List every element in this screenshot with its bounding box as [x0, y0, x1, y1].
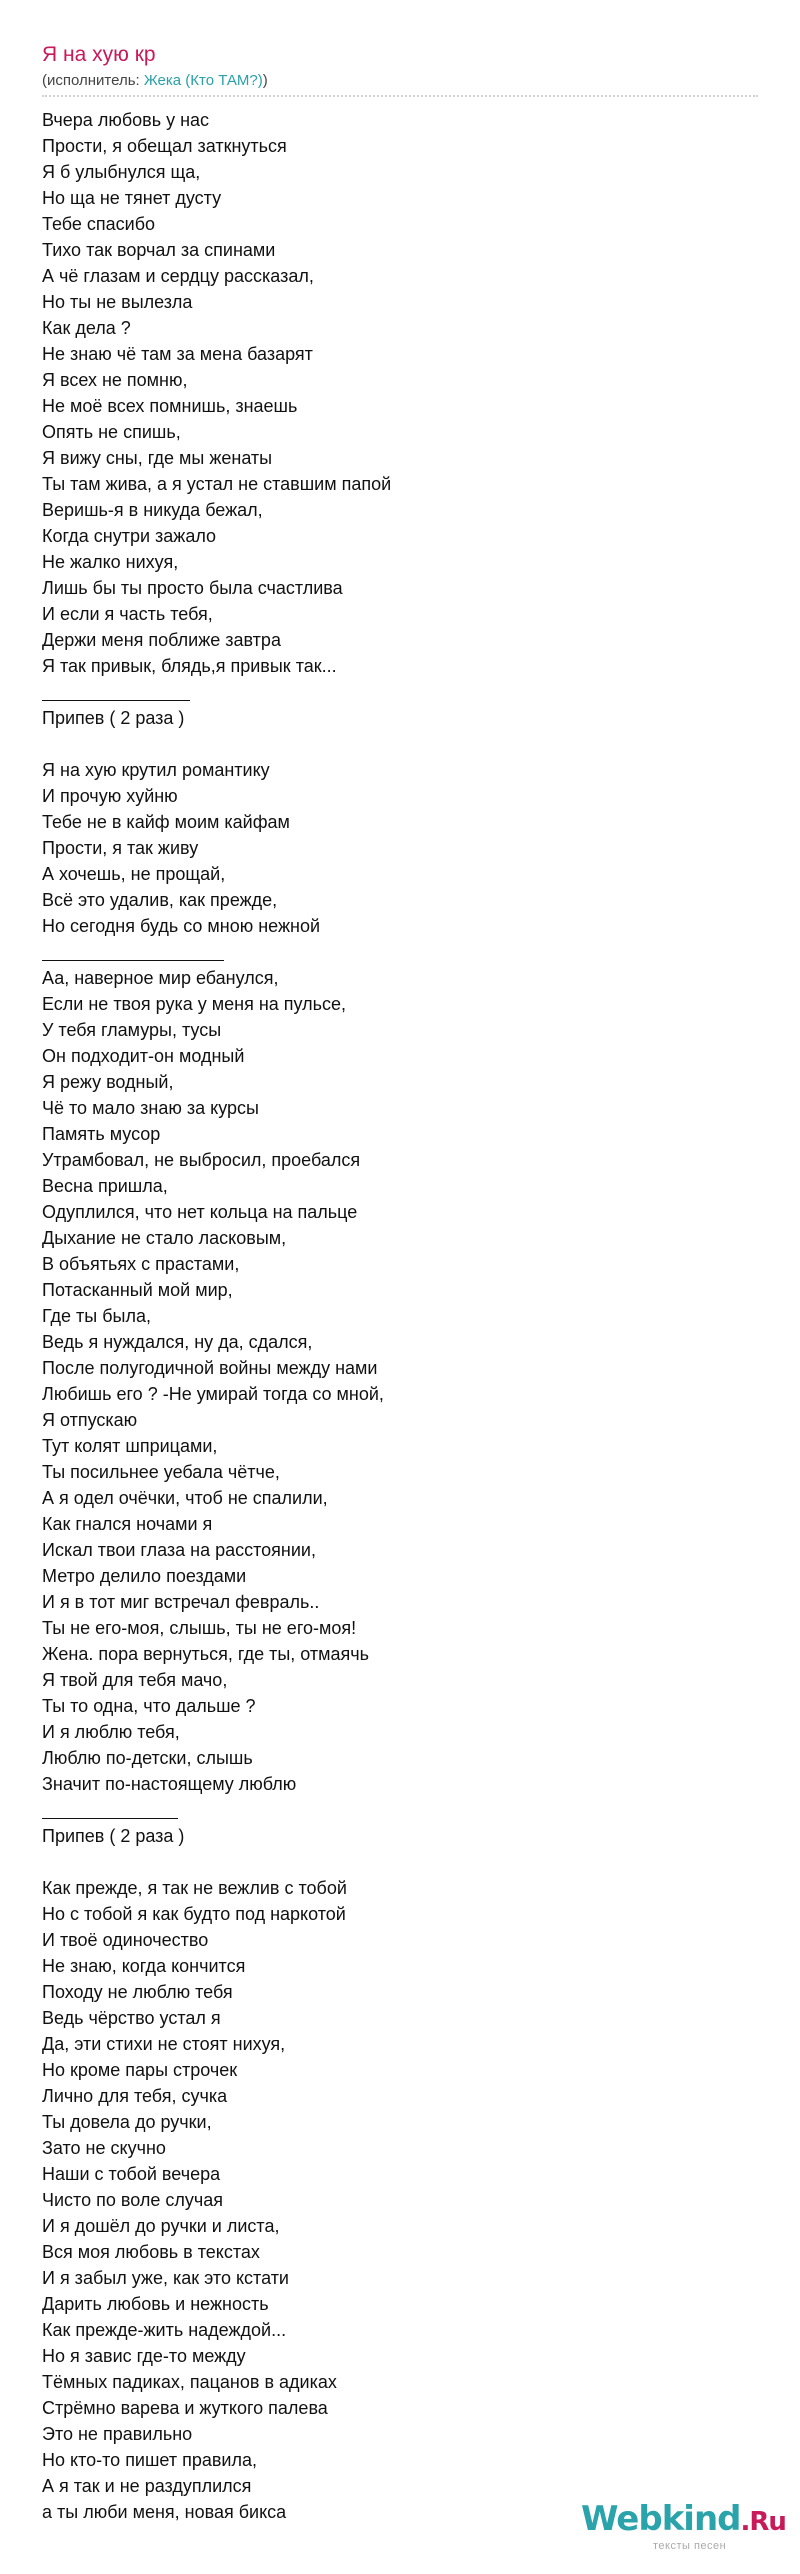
- blank-line: [42, 731, 742, 757]
- lyric-line: Дыхание не стало ласковым,: [42, 1228, 287, 1248]
- webkind-logo[interactable]: [581, 2499, 786, 2559]
- lyric-line: Тебе спасибо: [42, 214, 156, 234]
- lyric-line: Ты там жива, а я устал не ставшим папой: [42, 474, 392, 494]
- lyric-line: Но сегодня будь со мною нежной: [42, 916, 321, 936]
- lyric-line: Потасканный мой мир,: [42, 1280, 233, 1300]
- lyric-line: Веришь-я в никуда бежал,: [42, 500, 263, 520]
- lyric-line: Но ща не тянет дусту: [42, 188, 222, 208]
- artist-prefix: (исполнитель:: [42, 72, 144, 89]
- section-separator: [42, 679, 742, 705]
- lyric-line: И я люблю тебя,: [42, 1722, 180, 1742]
- lyric-line: Любишь его ? -Не умирай тогда со мной,: [42, 1384, 384, 1404]
- chorus-marker: Припев ( 2 раза ): [42, 708, 185, 728]
- lyric-line: Я всех не помню,: [42, 370, 188, 390]
- lyric-line: Чё то мало знаю за курсы: [42, 1098, 259, 1118]
- lyric-line: Вся моя любовь в текстах: [42, 2242, 260, 2262]
- lyric-line: Да, эти стихи не стоят нихуя,: [42, 2034, 286, 2054]
- lyric-line: Всё это удалив, как прежде,: [42, 890, 278, 910]
- lyric-line: А хочешь, не прощай,: [42, 864, 226, 884]
- lyric-line: У тебя гламуры, тусы: [42, 1020, 222, 1040]
- logo-main-text: Webkind: [581, 2499, 741, 2539]
- lyric-line: Опять не спишь,: [42, 422, 181, 442]
- lyric-line: Как гнался ночами я: [42, 1514, 213, 1534]
- lyric-line: Прости, я обещал заткнуться: [42, 136, 287, 156]
- lyric-line: И если я часть тебя,: [42, 604, 213, 624]
- lyric-line: а ты люби меня, новая бикса: [42, 2502, 287, 2522]
- lyric-line: Ты довела до ручки,: [42, 2112, 212, 2132]
- artist-line: [42, 72, 268, 89]
- lyric-line: Чисто по воле случая: [42, 2190, 223, 2210]
- lyric-line: Как дела ?: [42, 318, 131, 338]
- lyric-line: Не знаю, когда кончится: [42, 1956, 246, 1976]
- lyric-line: Тихо так ворчал за спинами: [42, 240, 276, 260]
- lyric-line: И я забыл уже, как это кстати: [42, 2268, 289, 2288]
- lyric-line: И я дошёл до ручки и листа,: [42, 2216, 280, 2236]
- lyric-line: Жена. пора вернуться, где ты, отмаячь: [42, 1644, 370, 1664]
- lyric-line: Он подходит-он модный: [42, 1046, 245, 1066]
- lyric-line: Значит по-настоящему люблю: [42, 1774, 297, 1794]
- lyric-line: И твоё одиночество: [42, 1930, 209, 1950]
- lyric-line: Это не правильно: [42, 2424, 193, 2444]
- lyric-line: И прочую хуйню: [42, 786, 178, 806]
- lyric-line: Я режу водный,: [42, 1072, 174, 1092]
- lyric-line: Я на хую крутил романтику: [42, 760, 270, 780]
- lyric-line: А чё глазам и сердцу рассказал,: [42, 266, 314, 286]
- lyric-line: Метро делило поездами: [42, 1566, 247, 1586]
- lyric-line: Тёмных падиках, пацанов в адиках: [42, 2372, 337, 2392]
- lyric-line: Прости, я так живу: [42, 838, 199, 858]
- lyric-line: Как прежде, я так не вежлив с тобой: [42, 1878, 347, 1898]
- section-separator: [42, 1797, 742, 1823]
- lyric-line: Зато не скучно: [42, 2138, 166, 2158]
- lyric-line: Ты посильнее уебала чётче,: [42, 1462, 280, 1482]
- lyric-line: Где ты была,: [42, 1306, 152, 1326]
- lyric-line: Но ты не вылезла: [42, 292, 193, 312]
- lyric-line: Я твой для тебя мачо,: [42, 1670, 228, 1690]
- lyric-line: Не моё всех помнишь, знаешь: [42, 396, 298, 416]
- logo-tld: .Ru: [740, 2507, 786, 2537]
- lyric-line: Я отпускаю: [42, 1410, 138, 1430]
- lyric-line: Аа, наверное мир ебанулся,: [42, 968, 279, 988]
- lyric-line: Как прежде-жить надеждой...: [42, 2320, 287, 2340]
- lyric-line: Походу не люблю тебя: [42, 1982, 233, 2002]
- lyric-line: Ты то одна, что дальше ?: [42, 1696, 256, 1716]
- lyric-line: Я б улыбнулся ща,: [42, 162, 201, 182]
- lyric-line: Искал твои глаза на расстоянии,: [42, 1540, 316, 1560]
- lyric-line: Лично для тебя, сучка: [42, 2086, 228, 2106]
- blank-line: [42, 1849, 742, 1875]
- lyric-line: Я вижу сны, где мы женаты: [42, 448, 273, 468]
- lyric-line: Если не твоя рука у меня на пульсе,: [42, 994, 347, 1014]
- lyric-line: Лишь бы ты просто была счастлива: [42, 578, 343, 598]
- lyric-line: Не жалко нихуя,: [42, 552, 179, 572]
- lyric-line: Тут колят шприцами,: [42, 1436, 218, 1456]
- lyric-line: Но я завис где-то между: [42, 2346, 246, 2366]
- lyric-line: Ты не его-моя, слышь, ты не его-моя!: [42, 1618, 357, 1638]
- lyric-line: Утрамбовал, не выбросил, проебался: [42, 1150, 361, 1170]
- section-separator: [42, 939, 742, 965]
- lyric-line: Но кроме пары строчек: [42, 2060, 238, 2080]
- lyric-line: Дарить любовь и нежность: [42, 2294, 269, 2314]
- lyric-line: Держи меня поближе завтра: [42, 630, 281, 650]
- header-divider: [42, 95, 758, 97]
- song-title: Я на хую кр: [42, 43, 156, 66]
- lyric-line: Я так привык, блядь,я привык так...: [42, 656, 337, 676]
- lyric-line: А я так и не раздуплился: [42, 2476, 252, 2496]
- logo-wordmark: [581, 2499, 786, 2539]
- lyric-line: После полугодичной войны между нами: [42, 1358, 378, 1378]
- lyrics-body: [42, 107, 742, 2525]
- lyric-line: Не знаю чё там за мена базарят: [42, 344, 313, 364]
- lyric-line: Ведь я нуждался, ну да, сдался,: [42, 1332, 313, 1352]
- lyric-line: В объятьях с прастами,: [42, 1254, 240, 1274]
- lyric-line: Но кто-то пишет правила,: [42, 2450, 257, 2470]
- lyric-line: Люблю по-детски, слышь: [42, 1748, 253, 1768]
- lyric-line: Весна пришла,: [42, 1176, 168, 1196]
- lyric-line: И я в тот миг встречал февраль..: [42, 1592, 320, 1612]
- lyric-line: Когда снутри зажало: [42, 526, 217, 546]
- lyric-line: Тебе не в кайф моим кайфам: [42, 812, 290, 832]
- artist-suffix: ): [262, 72, 268, 89]
- artist-link[interactable]: Жека (Кто ТАМ?): [143, 72, 263, 89]
- chorus-marker: Припев ( 2 раза ): [42, 1826, 185, 1846]
- lyric-line: Стрёмно варева и жуткого палева: [42, 2398, 328, 2418]
- lyric-line: Одуплился, что нет кольца на пальце: [42, 1202, 358, 1222]
- lyric-line: Но с тобой я как будто под наркотой: [42, 1904, 346, 1924]
- lyric-line: Память мусор: [42, 1124, 161, 1144]
- lyric-line: Ведь чёрство устал я: [42, 2008, 221, 2028]
- logo-tagline: тексты песен: [653, 2540, 727, 2552]
- lyric-line: А я одел очёчки, чтоб не спалили,: [42, 1488, 328, 1508]
- lyric-line: Вчера любовь у нас: [42, 110, 210, 130]
- lyric-line: Наши с тобой вечера: [42, 2164, 221, 2184]
